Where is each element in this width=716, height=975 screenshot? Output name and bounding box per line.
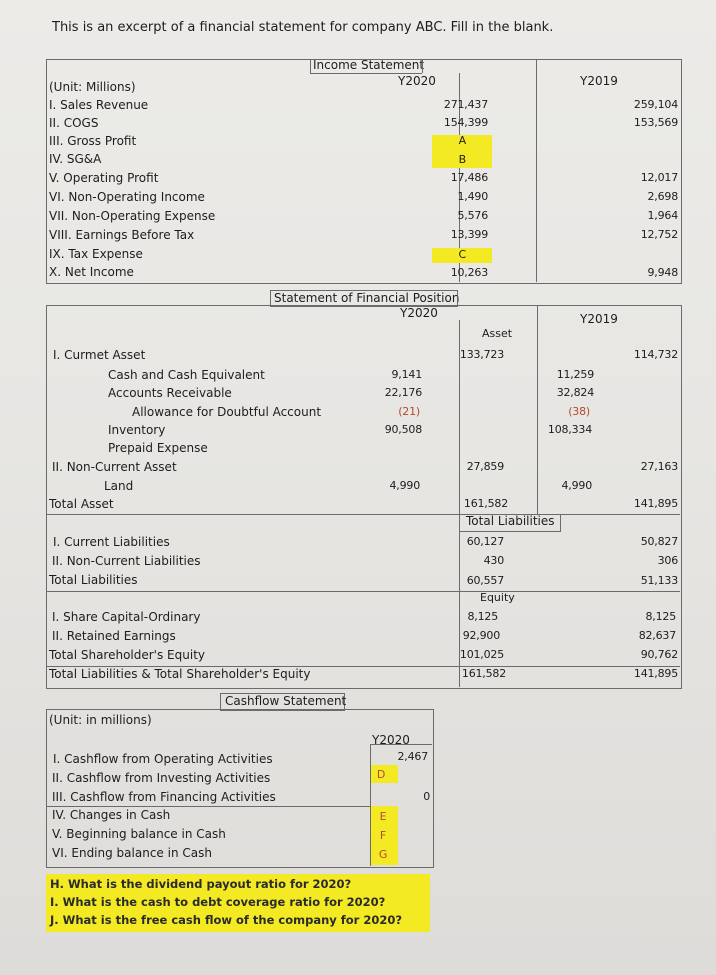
bs-label: II. Retained Earnings	[52, 629, 176, 643]
income-col-2019: Y2019	[580, 74, 618, 88]
cf-value: 0	[423, 790, 430, 803]
bs-2019: 32,824	[556, 386, 594, 399]
bs-label: Total Liabilities	[49, 573, 138, 587]
bs-2019: 82,637	[638, 629, 676, 642]
question-i: I. What is the cash to debt coverage ratio for 2020?	[50, 895, 386, 909]
income-row-2019: 9,948	[647, 266, 678, 279]
bs-2020: 133,723	[459, 348, 504, 361]
cashflow-col-2020: Y2020	[372, 733, 410, 747]
bs-2019: 141,895	[633, 667, 678, 680]
income-row-2019: 2,698	[647, 190, 678, 203]
income-col-2020: Y2020	[398, 74, 436, 88]
cf-blank-e[interactable]: E	[379, 810, 387, 823]
asset-header: Asset	[482, 327, 513, 340]
bs-2020: 161,582	[463, 497, 508, 510]
income-unit: (Unit: Millions)	[49, 80, 136, 94]
bs-2020: 60,557	[466, 574, 504, 587]
cf-blank-d[interactable]: D	[376, 768, 386, 781]
bs-label: Prepaid Expense	[108, 441, 208, 455]
bs-2020: 22,176	[384, 386, 422, 399]
cashflow-unit: (Unit: in millions)	[49, 713, 152, 727]
bs-label: Inventory	[108, 423, 166, 437]
bs-2019: 306	[657, 554, 678, 567]
income-row-label: VII. Non-Operating Expense	[49, 209, 216, 223]
income-row-label: IX. Tax Expense	[49, 247, 143, 261]
cf-label: I. Cashflow from Operating Activities	[53, 752, 273, 766]
cf-label: II. Cashflow from Investing Activities	[52, 771, 271, 785]
bs-label: II. Non-Current Liabilities	[52, 554, 201, 568]
bs-2020: 27,859	[466, 460, 504, 473]
cf-label: III. Cashflow from Financing Activities	[52, 790, 276, 804]
bs-2019: 27,163	[640, 460, 678, 473]
liabilities-header: Total Liabilities	[466, 514, 555, 528]
income-row-2019: 12,017	[640, 171, 678, 184]
bs-label: I. Current Liabilities	[53, 535, 170, 549]
income-row-2020: 1,490	[457, 190, 488, 203]
income-row-label: IV. SG&A	[49, 152, 102, 166]
income-row-2020: 13,399	[450, 228, 488, 241]
bs-label: Accounts Receivable	[108, 386, 232, 400]
income-row-2020: 10,263	[450, 266, 488, 279]
bs-2019: 108,334	[547, 423, 592, 436]
income-blank-c[interactable]: C	[458, 248, 466, 261]
question-h: H. What is the dividend payout ratio for 2020?	[50, 877, 352, 891]
bs-label: Allowance for Doubtful Account	[132, 405, 322, 419]
income-row-label: X. Net Income	[49, 265, 134, 279]
income-blank-b[interactable]: B	[458, 153, 466, 166]
income-row-label: V. Operating Profit	[49, 171, 159, 185]
income-row-label: III. Gross Profit	[49, 134, 137, 148]
bs-label: Total Shareholder's Equity	[49, 648, 205, 662]
income-blank-a[interactable]: A	[458, 134, 466, 147]
income-row-2019: 12,752	[640, 228, 678, 241]
income-row-label: VIII. Earnings Before Tax	[49, 228, 195, 242]
bs-2019: 141,895	[633, 497, 678, 510]
income-row-label: II. COGS	[49, 116, 99, 130]
bs-2020: 90,508	[384, 423, 422, 436]
cf-label: VI. Ending balance in Cash	[52, 846, 212, 860]
bs-2019: 114,732	[633, 348, 678, 361]
bs-label: I. Share Capital-Ordinary	[52, 610, 201, 624]
bs-2019: 90,762	[640, 648, 678, 661]
income-row-2020: 17,486	[450, 171, 488, 184]
income-row-label: VI. Non-Operating Income	[49, 190, 205, 204]
bs-label: Cash and Cash Equivalent	[108, 368, 265, 382]
income-row-2020: 271,437	[443, 98, 488, 111]
cf-label: IV. Changes in Cash	[52, 808, 171, 822]
bs-2019: 50,827	[640, 535, 678, 548]
income-row-2020: 154,399	[443, 116, 488, 129]
cf-blank-g[interactable]: G	[378, 848, 388, 861]
bs-2020: 101,025	[459, 648, 504, 661]
income-row-label: I. Sales Revenue	[49, 98, 149, 112]
cf-value: 2,467	[397, 750, 428, 763]
bs-label: Total Asset	[49, 497, 114, 511]
bs-2020: 161,582	[461, 667, 506, 680]
income-statement-title: Income Statement	[313, 58, 425, 72]
bs-label: I. Curmet Asset	[53, 348, 146, 362]
bs-2019: (38)	[568, 405, 590, 418]
bs-label: Land	[104, 479, 134, 493]
bs-2020: 92,900	[462, 629, 500, 642]
income-row-2020: 5,576	[457, 209, 488, 222]
cashflow-title: Cashflow Statement	[225, 694, 347, 708]
prompt-text: This is an excerpt of a financial statement for company ABC. Fill in the blank.	[52, 20, 554, 35]
balance-col-2019: Y2019	[580, 312, 618, 326]
bs-label: II. Non-Current Asset	[52, 460, 177, 474]
balance-col-2020: Y2020	[400, 306, 438, 320]
balance-sheet-title: Statement of Financial Position	[274, 291, 460, 305]
bs-2019: 11,259	[556, 368, 594, 381]
bs-2020: 60,127	[466, 535, 504, 548]
income-row-2019: 153,569	[633, 116, 678, 129]
equity-header: Equity	[480, 591, 515, 604]
income-row-2019: 1,964	[647, 209, 678, 222]
bs-label: Total Liabilities & Total Shareholder's Equity	[49, 667, 311, 681]
bs-2019: 8,125	[645, 610, 676, 623]
bs-2019: 4,990	[561, 479, 592, 492]
bs-2019: 51,133	[640, 574, 678, 587]
cf-label: V. Beginning balance in Cash	[52, 827, 226, 841]
bs-2020: 430	[483, 554, 504, 567]
question-j: J. What is the free cash flow of the company for 2020?	[50, 913, 403, 927]
bs-2020: 9,141	[391, 368, 422, 381]
cf-blank-f[interactable]: F	[379, 829, 387, 842]
bs-2020: 8,125	[467, 610, 498, 623]
income-row-2019: 259,104	[633, 98, 678, 111]
bs-2020: 4,990	[389, 479, 420, 492]
bs-2020: (21)	[398, 405, 420, 418]
